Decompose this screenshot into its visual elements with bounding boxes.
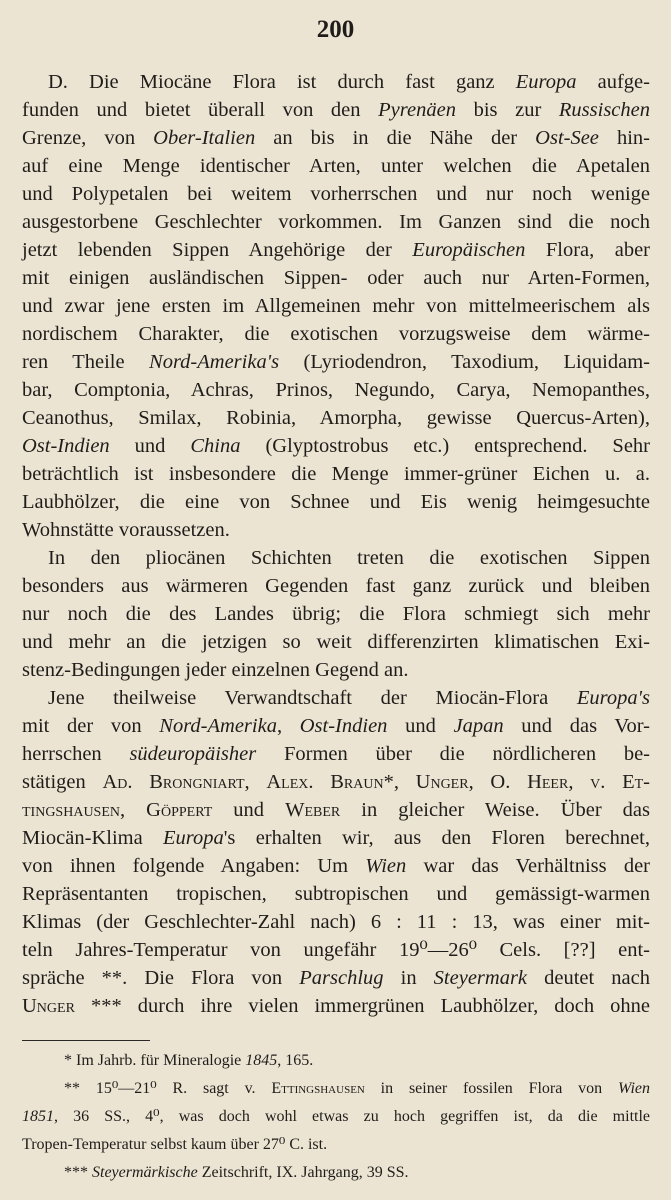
- text-run: Ceanothus, Smilax, Robinia, Amorpha, gewisse Quercus-Arten),: [22, 407, 650, 429]
- italic-text: Pyrenäen: [378, 99, 456, 121]
- text-run: beträchtlich ist insbesondere die Menge immer-grüner Eichen u. a.: [22, 463, 650, 485]
- italic-text: Ober-Italien: [153, 127, 256, 149]
- text-run: besonders aus wärmeren Gegenden fast ganz zurück und bleiben: [22, 575, 650, 597]
- italic-text: Wien: [618, 1080, 650, 1097]
- text-run: Miocän-Klima: [22, 827, 163, 849]
- text-run: herrschen: [22, 743, 130, 765]
- text-run: und: [387, 715, 454, 737]
- text-run: aufge-: [576, 71, 650, 93]
- text-line: [22, 96, 650, 124]
- text-line: [22, 488, 650, 516]
- text-run: Jene theilweise Verwandtschaft der Miocän-Flora: [48, 687, 577, 709]
- text-run: Formen über die nördlicheren be-: [256, 743, 650, 765]
- text-line: [22, 152, 650, 180]
- small-caps-name: Weber: [285, 799, 341, 821]
- text-line: [22, 768, 650, 796]
- text-run: Repräsentanten tropischen, subtropischen und gemässigt-warmen: [22, 883, 650, 905]
- text-line: [22, 124, 650, 152]
- italic-text: Ost-Indien: [22, 435, 110, 457]
- text-run: und mehr an die jetzigen so weit differenzirten klimatischen Exi-: [22, 631, 650, 653]
- italic-text: Europa's: [576, 687, 650, 709]
- text-run: Laubhölzer, die eine von Schnee und Eis wenig heimgesuchte: [22, 491, 650, 513]
- text-line: [22, 208, 650, 236]
- text-run: Flora, aber: [525, 239, 650, 261]
- text-line: [22, 908, 650, 936]
- text-run: an bis in die Nähe der: [255, 127, 536, 149]
- text-line: [22, 348, 650, 376]
- body-text: [22, 68, 650, 1020]
- text-run: ,: [568, 771, 591, 793]
- italic-text: Parschlug: [299, 967, 384, 989]
- text-run: ,: [120, 799, 147, 821]
- footnote-line: [22, 1103, 650, 1131]
- footnotes: [22, 1047, 650, 1187]
- text-run: ren Theile: [22, 351, 150, 373]
- text-run: * Im Jahrb. für Mineralogie: [64, 1052, 246, 1069]
- text-run: und: [212, 799, 286, 821]
- footnote-line: [22, 1075, 650, 1103]
- text-line: [22, 656, 650, 684]
- text-line: [22, 740, 650, 768]
- text-run: stätigen: [22, 771, 103, 793]
- text-run: funden und bietet überall von den: [22, 99, 379, 121]
- text-line: [22, 516, 650, 544]
- text-run: spräche **. Die Flora von: [22, 967, 300, 989]
- italic-text: Europa: [515, 71, 577, 93]
- text-run: auf eine Menge identischer Arten, unter welchen die Apetalen: [22, 155, 650, 177]
- text-line: [22, 936, 650, 964]
- small-caps-name: Göppert: [146, 799, 213, 821]
- text-run: jetzt lebenden Sippen Angehörige der: [22, 239, 413, 261]
- text-line: [22, 992, 650, 1020]
- text-run: (Lyriodendron, Taxodium, Liquidam-: [279, 351, 650, 373]
- small-caps-name: Unger: [415, 771, 469, 793]
- text-run: teln Jahres-Temperatur von ungefähr 19⁰—26⁰ Cels. [??] ent-: [22, 939, 650, 961]
- italic-text: 1845: [245, 1052, 278, 1069]
- text-run: und: [109, 435, 191, 457]
- small-caps-name: O. Heer: [490, 771, 569, 793]
- italic-text: südeuropäisher: [129, 743, 257, 765]
- text-run: hin-: [598, 127, 650, 149]
- text-run: ,: [244, 771, 267, 793]
- text-run: bis zur: [455, 99, 559, 121]
- text-line: [22, 796, 650, 824]
- text-run: ,: [468, 771, 491, 793]
- text-line: [22, 320, 650, 348]
- text-run: von ihnen folgende Angaben: Um: [22, 855, 366, 877]
- italic-text: Europa: [162, 827, 224, 849]
- text-run: *** durch ihre vielen immergrünen Laubhölzer, doch ohne: [74, 995, 650, 1017]
- italic-text: 1851: [22, 1108, 54, 1125]
- text-run: Zeitschrift, IX. Jahrgang, 39 SS.: [197, 1164, 409, 1181]
- text-run: in: [383, 967, 434, 989]
- text-run: (Glyptostrobus etc.) entsprechend. Sehr: [240, 435, 650, 457]
- footnote-line: [22, 1047, 650, 1075]
- text-line: [22, 880, 650, 908]
- italic-text: Ost-See: [535, 127, 599, 149]
- text-run: in gleicher Weise. Über das: [340, 799, 651, 821]
- text-line: [22, 404, 650, 432]
- text-run: , 36 SS., 4⁰, was doch wohl etwas zu hoch gegriffen ist, da die mittle: [54, 1108, 650, 1125]
- text-line: [22, 600, 650, 628]
- text-run: Wohnstätte voraussetzen.: [22, 519, 230, 541]
- text-line: [22, 712, 650, 740]
- italic-text: Ost-Indien: [299, 715, 388, 737]
- text-run: bar, Comptonia, Achras, Prinos, Negundo, Carya, Nemopanthes,: [22, 379, 650, 401]
- text-line: [22, 180, 650, 208]
- italic-text: Nord-Amerika: [159, 715, 277, 737]
- text-run: ,: [276, 715, 300, 737]
- italic-text: Russischen: [558, 99, 650, 121]
- text-line: [22, 68, 650, 96]
- text-run: D. Die Miocäne Flora ist durch fast ganz: [48, 71, 516, 93]
- text-line: [22, 684, 650, 712]
- text-line: [22, 628, 650, 656]
- italic-text: Europäischen: [412, 239, 526, 261]
- text-line: [22, 964, 650, 992]
- small-caps-name: Ettingshausen: [271, 1080, 365, 1097]
- text-run: *,: [383, 771, 416, 793]
- italic-text: Nord-Amerika's: [149, 351, 280, 373]
- text-run: und Polypetalen bei weitem vorherrschen und nur noch wenige: [22, 183, 650, 205]
- italic-text: Wien: [365, 855, 407, 877]
- text-run: und zwar jene ersten im Allgemeinen mehr von mittelmeerischem als: [22, 295, 650, 317]
- text-run: In den pliocänen Schichten treten die exotischen Sippen: [48, 547, 650, 569]
- text-run: nur noch die des Landes übrig; die Flora schmiegt sich mehr: [22, 603, 650, 625]
- text-line: [22, 572, 650, 600]
- small-caps-name: tingshausen: [22, 799, 120, 821]
- text-run: Tropen-Temperatur selbst kaum über 27⁰ C. ist.: [22, 1136, 328, 1153]
- text-line: [22, 460, 650, 488]
- text-run: deutet nach: [527, 967, 650, 989]
- text-line: [22, 292, 650, 320]
- footnote-line: [22, 1131, 650, 1159]
- footnote-separator: [22, 1040, 150, 1041]
- text-run: Grenze, von: [22, 127, 154, 149]
- text-run: war das Verhältniss der: [406, 855, 650, 877]
- small-caps-name: Ad. Brongniart: [102, 771, 245, 793]
- text-run: mit der von: [22, 715, 160, 737]
- footnote-line: [22, 1159, 650, 1187]
- small-caps-name: v. Et-: [590, 771, 651, 793]
- small-caps-name: Unger: [22, 995, 75, 1017]
- text-line: [22, 544, 650, 572]
- page-number: 200: [316, 16, 355, 43]
- italic-text: Steyermärkische: [92, 1164, 198, 1181]
- text-run: nordischem Charakter, die exotischen vorzugsweise dem wärme-: [22, 323, 650, 345]
- text-run: ** 15⁰—21⁰ R. sagt v.: [64, 1080, 272, 1097]
- text-run: ***: [64, 1164, 92, 1181]
- italic-text: Steyermark: [433, 967, 528, 989]
- italic-text: Japan: [453, 715, 504, 737]
- small-caps-name: Alex. Braun: [266, 771, 384, 793]
- text-line: [22, 236, 650, 264]
- text-run: stenz-Bedingungen jeder einzelnen Gegend an.: [22, 659, 409, 681]
- text-run: mit einigen ausländischen Sippen- oder auch nur Arten-Formen,: [22, 267, 650, 289]
- text-run: ausgestorbene Geschlechter vorkommen. Im Ganzen sind die noch: [22, 211, 650, 233]
- text-line: [22, 376, 650, 404]
- text-run: Klimas (der Geschlechter-Zahl nach) 6 : 11 : 13, was einer mit-: [22, 911, 650, 933]
- text-run: und das Vor-: [503, 715, 651, 737]
- text-line: [22, 432, 650, 460]
- italic-text: China: [190, 435, 241, 457]
- text-run: 's erhalten wir, aus den Floren berechnet,: [223, 827, 650, 849]
- text-line: [22, 264, 650, 292]
- text-run: in seiner fossilen Flora von: [364, 1080, 618, 1097]
- text-line: [22, 824, 650, 852]
- text-line: [22, 852, 650, 880]
- text-run: , 165.: [277, 1052, 314, 1069]
